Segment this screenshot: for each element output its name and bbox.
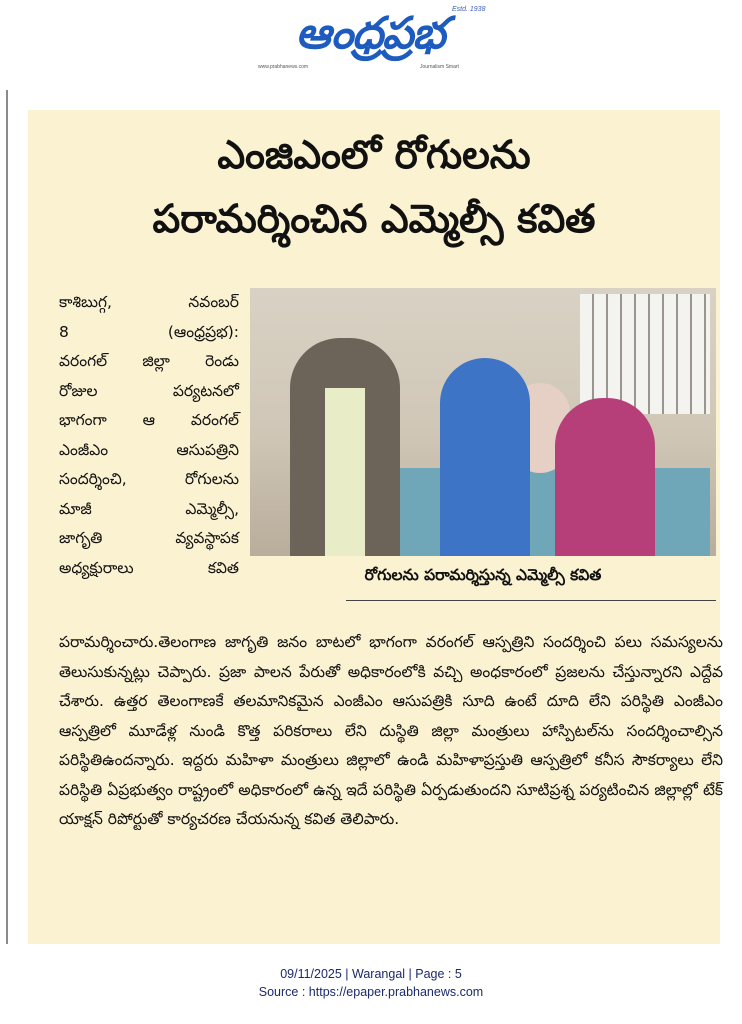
headline (28, 124, 720, 252)
headline-line-2: పరామర్శించిన ఎమ్మెల్సీ కవిత (152, 197, 596, 242)
scarf-illustration (325, 388, 365, 556)
col-line: వరంగల్ జిల్లా రెండు (59, 352, 239, 370)
tagline: Journalism Smart (420, 64, 459, 70)
headline-line-1: ఎంజిఎంలో రోగులను (217, 133, 531, 178)
photo-block (246, 278, 720, 604)
footer-source: Source : https://epaper.prabhanews.com (258, 985, 484, 999)
narrow-column-text (59, 288, 239, 583)
wide-body-text: పరామర్శించారు.తెలంగాణ జాగృతి జనం బాటలో భాగంగా వరంగల్ ఆస్పత్రిని సందర్శించి పలు సమస్యలను తెలుసుకున్నట్లు చెప్పారు. ప్రజా పాలన పేరుతో అధికారంలోకి వచ్చి అంధకారంలో ప్రజలను చేస్తున్నారని ఎద్దేవ చేశారు. ఉత్తర తెలంగాణకే తలమానికమైన ఎంజీఎం ఆసుపత్రికి సూది ఉంటే దూది లేని పరిస్థితి ఎంజీఎం ఆస్పత్రిలో మూడేళ్ల నుండి కొత్త పరికరాలు లేని దుస్థితి జిల్లా మంత్రులు హాస్పిటల్‌ను సందర్శించాల్సిన పరిస్థితిఉందన్నారు. ఇద్దరు మహిళా మంత్రులు జిల్లాలో ఉండి మహిళాప్రస్తుతి ఆస్పత్రిలో కనీస సౌకర్యాలు లేని పరిస్థితి ఏప్రభుత్వం రాష్ట్రంలో అధికారంలో ఉన్న ఇదే పరిస్థితి ఏర్పడుతుందని సూటిప్రశ్న పర్యటించిన జిల్లాల్లో టేక్ యాక్షన్ రిపోర్టుతో కార్యచరణ చేయనున్న కవిత తెలిపారు. (59, 633, 723, 828)
col-line: రోజుల పర్యటనలో (59, 381, 239, 400)
caption-divider (346, 600, 716, 601)
col-line: భాగంగా ఆ వరంగల్ (59, 411, 239, 429)
col-line: సందర్శించి, రోగులను (59, 470, 239, 488)
hospital-bed-illustration (390, 468, 710, 556)
newspaper-logo: ఆంధ్రప్రభ (295, 8, 445, 59)
left-margin-rule (6, 90, 8, 944)
established-note: Estd. 1938 (452, 6, 486, 13)
col-line: కాశిబుగ్గ, నవంబర్ (59, 293, 239, 311)
footer-date-edition: 09/11/2025 | Warangal | Page : 5 (280, 967, 462, 981)
col-line: మాజీ ఎమ్మెల్సీ, (59, 499, 239, 518)
col-line: 8 (ఆంధ్రప్రభ): (59, 322, 239, 341)
col-line: ఎంజీఎం ఆసుపత్రిని (59, 440, 239, 459)
article-photo (250, 288, 716, 556)
window-illustration (580, 294, 710, 414)
website-url: www.prabhanews.com (258, 64, 309, 70)
photo-caption: రోగులను పరామర్శిస్తున్న ఎమ్మెల్సీ కవిత (364, 566, 602, 584)
masthead (0, 6, 742, 76)
col-line: అధ్యక్షురాలు కవిత (59, 558, 239, 577)
person-illustration (440, 358, 530, 556)
person-illustration (555, 398, 655, 556)
col-line: జాగృతి వ్యవస్థాపక (59, 529, 239, 547)
